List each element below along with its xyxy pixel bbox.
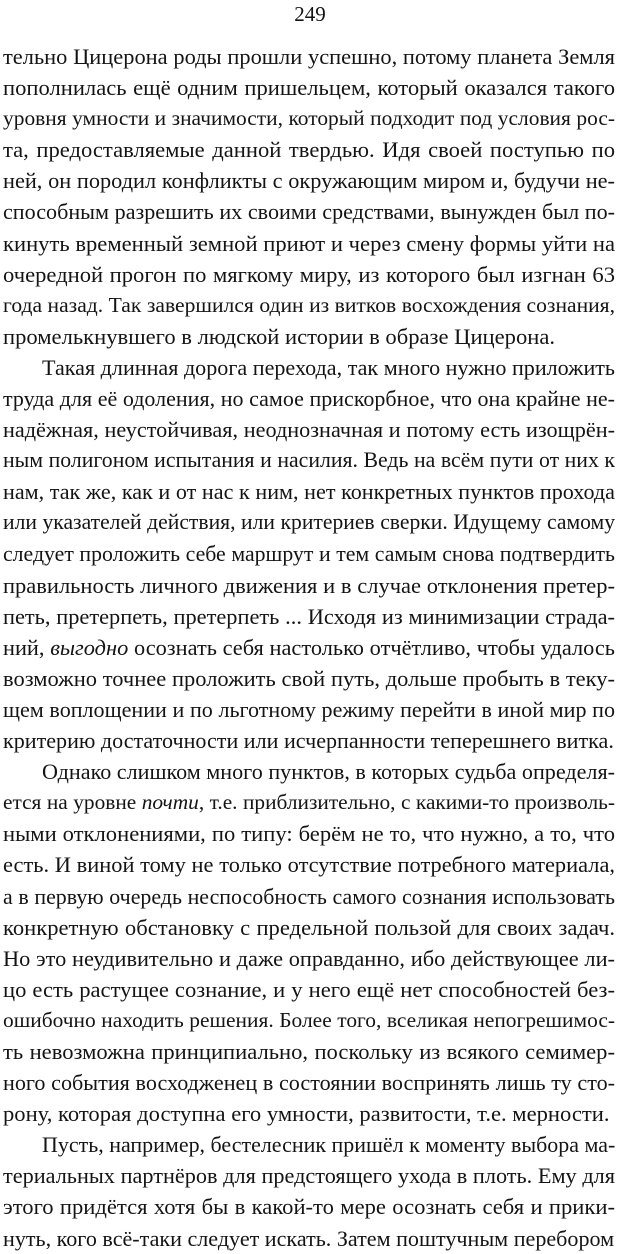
emphasis-word: почти (141, 790, 199, 815)
paragraph (3, 352, 615, 756)
text-line: или указателей действия, или критериев сверки. Идущему самому (3, 510, 615, 535)
text-line: пополнилась ещё одним пришельцем, который оказался такого (3, 75, 615, 101)
text-line: кинуть временный земной приют и через смену формы уйти на (3, 230, 615, 256)
text-run: ний, (3, 634, 51, 660)
text-line: ть невозможна принципиально, поскольку из всякого семимер- (3, 1039, 615, 1064)
text-run: осознать себя настолько отчётливо, чтобы удалось (128, 634, 616, 660)
text-run: , т.е. приблизительно, с какими-то произволь- (198, 790, 615, 815)
text-line: ным полигоном испытания и насилия. Ведь на всём пути от них к (3, 448, 615, 473)
text-line: промелькнувшего в людской истории в образе Цицерона. (3, 323, 556, 349)
text-run: ется на уровне (3, 790, 142, 815)
text-line: правильность личного движения и в случае отклонения претер- (3, 572, 615, 598)
paragraph (3, 756, 615, 1129)
text-line: ошибочно находить решения. Более того, вселикая непогрешимос- (3, 1007, 615, 1032)
paragraph (3, 41, 615, 352)
text-line: петь, претерпеть, претерпеть ... Исходя из минимизации страда- (3, 603, 615, 629)
text-line: Однако слишком много пунктов, в которых судьба определя- (42, 759, 615, 785)
text-line: Но это неудивительно и даже оправданно, ибо действующее ли- (3, 945, 615, 971)
emphasis-word: выгодно (50, 634, 129, 660)
text-line: а в первую очередь неспособность самого сознания использовать (3, 883, 615, 909)
text-line: возможно точнее проложить свой путь, дольше пробыть в теку- (3, 665, 615, 691)
text-line: года назад. Так завершился один из витков восхождения сознания, (3, 292, 615, 317)
text-line: следует проложить себе маршрут и тем самым снова подтвердить (3, 541, 615, 566)
text-line: ными отклонениями, по типу: берём не то, что нужно, а то, что (3, 821, 615, 847)
body-text (3, 41, 615, 1254)
text-line: есть. И виной тому не только отсутствие потребного материала, (3, 852, 615, 878)
text-line (3, 787, 615, 818)
text-line: щем воплощении и по льготному режиму перейти в иной мир по (3, 696, 615, 722)
text-line: Такая длинная дорога перехода, так много нужно приложить (42, 354, 615, 380)
text-line: способным разрешить их своими средствами, вынужден был по- (3, 199, 615, 225)
text-line: критерию достаточности или исчерпанности теперешнего витка. (3, 728, 614, 754)
text-line: надёжная, неустойчивая, неоднозначная и потому есть изощрён- (3, 417, 615, 443)
text-line: цо есть растущее сознание, и у него ещё нет способностей без- (3, 976, 615, 1002)
text-line: труда для её одоления, но самое прискорбное, что она крайне не- (3, 386, 615, 412)
paragraph (3, 1129, 615, 1253)
text-line: ней, он породил конфликты с окружающим миром и, будучи не- (3, 168, 615, 194)
text-line: очередной прогон по мягкому миру, из которого был изгнан 63 (3, 261, 615, 287)
text-line: нам, так же, как и от нас к ним, нет конкретных пунктов прохода (3, 479, 615, 505)
text-line: та, предоставляемые данной твердью. Идя своей поступью по (3, 137, 615, 163)
text-line: конкретную обстановку с предельной пользой для своих задач. (3, 914, 615, 940)
text-line: ного события восходженец в состоянии воспринять лишь ту сто- (3, 1070, 615, 1096)
text-line (3, 632, 615, 663)
text-line: териальных партнёров для предстоящего ухода в плоть. Ему для (3, 1163, 615, 1189)
text-line: Пусть, например, бестелесник пришёл к моменту выбора ма- (42, 1132, 616, 1158)
page-number: 249 (294, 2, 326, 26)
text-line: тельно Цицерона роды прошли успешно, потому планета Земля (3, 44, 615, 69)
text-line: нуть, кого всё-таки следует искать. Затем поштучным перебором (3, 1225, 615, 1251)
text-line: этого придётся хотя бы в какой-то мере осознать себя и прики- (3, 1194, 615, 1220)
text-line: уровня умности и значимости, который подходит под условия рос- (3, 106, 615, 131)
text-line: рону, которая доступна его умности, развитости, т.е. мерности. (3, 1101, 610, 1127)
